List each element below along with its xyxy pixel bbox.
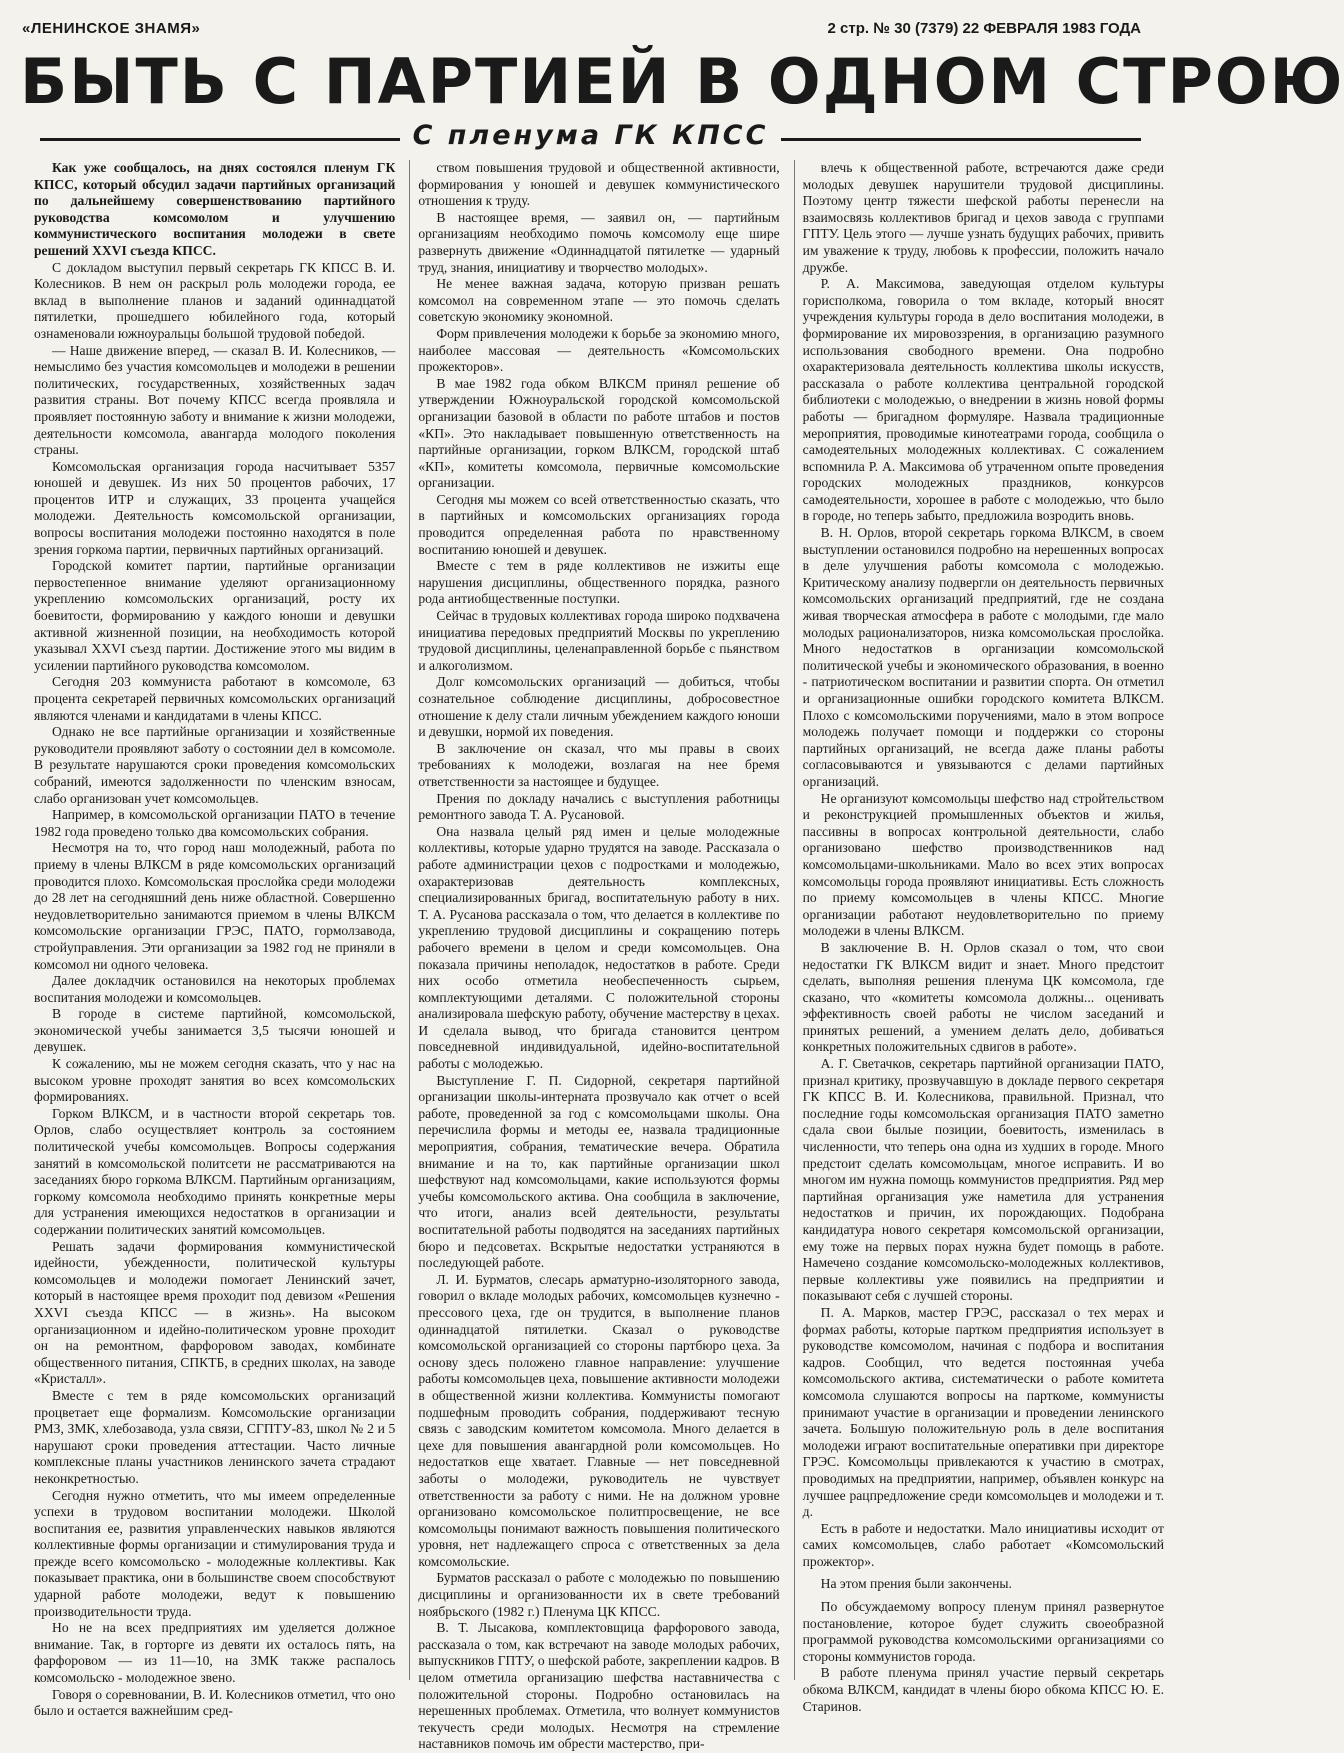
article-paragraph: Не менее важная задача, которую призван решать комсомол на современном этапе — это помочь сделать советскую экономику экономной. xyxy=(418,276,780,325)
article-paragraph: А. Г. Светачков, секретарь партийной организации ПАТО, признал критику, прозвучавшую в докладе первого секретаря ГК КПСС В. И. Колесникова, правильной. Признал, что последние годы комсомольская организация ПАТО заметно сдала свои былые позиции, боевитость, изменилась в численности, что теперь она одна из худших в городе. Много предстоит сделать комсомольцам, многое исправить. И во многом им нужна помощь коммунистов предприятия. Ряд мер партийная организация уже наметила для устранения недостатков и причин, их порождающих. Подобрана кандидатура нового секретаря комсомольской организации, ему тоже на первых порах нужна будет помощь в работе. Намечено создание комсомольско-молодежных коллективов, первые коллективы уже появились на предприятии и показывают себя с лучшей стороны. xyxy=(802,1056,1164,1304)
article-paragraph: Она назвала целый ряд имен и целые молодежные коллективы, которые ударно трудятся на заводе. Рассказала о работе администрации цехов с подростками и молодежью, охарактеризовав деятельность комплексных, специализированных бригад, воспитательную работу в них. Т. А. Русанова рассказала о том, что делается в коллективе по укреплению трудовой дисциплины и сокращению потерь рабочего времени в целом и среди комсомольцев. Она показала причины неполадок, недостатков в работе. Среди них особо отметила необеспеченность сырьем, комплектующими деталями. С положительной стороны анализировала шефскую работу, обучение мастерству в цехах. И сделала вывод, что бригада становится центром повседневной индивидуальной, идейно-воспитательной работы с молодежью. xyxy=(418,823,780,1072)
article-paragraph: Вместе с тем в ряде комсомольских организаций процветает еще формализм. Комсомольские организации РМЗ, ЗМК, хлебозавода, узла связи, СГПТУ-83, школ № 2 и 5 нарушают сроки проведения аттестации. Часто личные комплексные планы участников ленинского зачета страдают неконкретностью. xyxy=(34,1387,396,1486)
article-paragraph: Решать задачи формирования коммунистической идейности, убежденности, политической культуры комсомольцев и молодежи помогает Ленинский зачет, который в настоящее время проходит под девизом «Решения XXVI съезда КПСС — в жизнь». На высоком организационном и идейно-политическом уровне проходит он на ремонтном, фарфоровом заводах, комбинате общественного питания, СПКТБ, в средних школах, на заводе «Кристалл». xyxy=(34,1238,396,1387)
article-paragraph: В работе пленума принял участие первый секретарь обкома ВЛКСМ, кандидат в члены бюро обкома КПСС Ю. Е. Старинов. xyxy=(802,1665,1164,1714)
article-columns xyxy=(34,160,1164,1752)
article-paragraph: В настоящее время, — заявил он, — партийным организациям необходимо помочь комсомолу еще шире развернуть движение «Одиннадцатой пятилетке — ударный труд, знания, инициативу и творчество молодых». xyxy=(418,209,780,275)
article-paragraph: Форм привлечения молодежи к борьбе за экономию много, наиболее массовая — деятельность «Комсомольских прожекторов». xyxy=(418,325,780,375)
article-paragraph: В городе в системе партийной, комсомольской, экономической учебы занимается 3,5 тысячи юношей и девушек. xyxy=(34,1006,396,1055)
article-paragraph: Сегодня 203 коммуниста работают в комсомоле, 63 процента секретарей первичных комсомольских организаций являются членами и кандидатами в члены КПСС. xyxy=(34,674,396,723)
article-paragraph: Несмотря на то, что город наш молодежный, работа по приему в члены ВЛКСМ в ряде комсомольских организаций проводится плохо. Комсомольская прослойка среди молодежи до 28 лет на сегодняшний день ниже областной. Совершенно неудовлетворительно занимаются приемом в члены ВЛКСМ комсомольские организации ГРЭС, ПАТО, гормолзавода, стройуправления. Эти организации за 1982 год не приняли в комсомол ни одного человека. xyxy=(34,840,396,972)
article-column-2 xyxy=(409,160,780,1752)
article-paragraph: Сейчас в трудовых коллективах города широко подхвачена инициатива передовых предприятий Москвы по укреплению трудовой дисциплины, целенаправленной борьбе с пьянством и алкоголизмом. xyxy=(418,608,780,673)
article-headline: БЫТЬ С ПАРТИЕЙ В ОДНОМ СТРОЮ xyxy=(20,45,1344,118)
article-paragraph: Говоря о соревновании, В. И. Колесников отметил, что оно было и остается важнейшим сред- xyxy=(34,1686,396,1719)
article-paragraph: Р. А. Максимова, заведующая отделом культуры горисполкома, говорила о том вкладе, который вносят учреждения культуры города в дело воспитания молодежи, в формирование их мировоззрения, в организацию разумного использования свободного времени. Она подробно охарактеризовала деятельность коллектива школы искусств, рассказала о работе коллектива центральной городской библиотеки с молодежью, о внедрении в жизнь новой формы работы — бригадном формуляре. Назвала традиционные мероприятия, проводимые кинотеатрами города, сообщила о самодеятельных молодежных коллективах. С сожалением вспомнила Р. А. Максимова об утраченном опыте проведения городских молодежных праздников, конкурсов самодеятельности, хорошее в работе с молодежью, что было в городе, но теперь забыто, предложила возродить вновь. xyxy=(802,276,1164,524)
article-paragraph: Городской комитет партии, партийные организации первостепенное внимание уделяют организационному укреплению комсомольских организаций, росту их боевитости, формированию у каждого юноши и девушки активной жизненной позиции, на необходимость которой указывал XXVI съезд партии. Достижение этого мы видим в усилении партийного руководства комсомолом. xyxy=(34,558,396,673)
article-paragraph: Как уже сообщалось, на днях состоялся пленум ГК КПСС, который обсудил задачи партийных организаций по дальнейшему совершенствованию партийного руководства комсомолом и улучшению коммунистического воспитания молодежи в свете решений XXVI съезда КПСС. xyxy=(34,160,396,258)
article-paragraph: Комсомольская организация города насчитывает 5357 юношей и девушек. Из них 50 процентов рабочих, 17 процентов ИТР и служащих, 33 процента учащейся молодежи. Деятельность комсомольской организации, вопросы воспитания молодежи постоянно находятся в поле зрения горкома партии, первичных партийных организаций. xyxy=(34,458,396,557)
article-paragraph: Выступление Г. П. Сидорной, секретаря партийной организации школы-интерната прозвучало как отчет о всей работе, проведенной за год с комсомольцами школы. Она перечислила формы и методы ее, назвала традиционные мероприятия, собрания, тематические вечера. Обратила внимание и на то, как партийные организации школ шефствуют над комсомольцами, какие используются формы учебы комсомольского актива. Она сообщила в заключение, что итоги, анализ всей деятельности, результаты воспитательной работы подводятся на заседаниях партийных бюро и педсоветах. Вскрытые недостатки устраняются в последующей работе. xyxy=(418,1072,780,1271)
issue-info: 2 стр. № 30 (7379) 22 ФЕВРАЛЯ 1983 ГОДА xyxy=(827,20,1141,37)
article-paragraph: По обсуждаемому вопросу пленум принял развернутое постановление, которое будет служить своеобразной программой руководства комсомольскими организациями со стороны коммунистов города. xyxy=(802,1599,1164,1664)
article-paragraph: Сегодня мы можем со всей ответственностью сказать, что в партийных и комсомольских организациях города проводится определенная работа по нравственному воспитанию юношей и девушек. xyxy=(418,491,780,557)
article-paragraph: В. Т. Лысакова, комплектовщица фарфорового завода, рассказала о том, как встречают на заводе молодых рабочих, выпускников ГПТУ, о шефской работе, закреплении кадров. В целом отметила организацию шефства наставничества с положительной стороны. Подробно остановилась на нерешенных проблемах. Отметила, что волнует коммунистов текучесть среди молодых. Несмотря на стремление наставников помочь им обрести мастерство, при- xyxy=(418,1620,780,1752)
article-paragraph: Например, в комсомольской организации ПАТО в течение 1982 года проведено только два комсомольских собрания. xyxy=(34,807,396,839)
article-subheadline: С пленума ГК КПСС xyxy=(412,120,769,151)
article-paragraph: В. Н. Орлов, второй секретарь горкома ВЛКСМ, в своем выступлении остановился подробно на нерешенных вопросах в деле улучшения работы комсомола с молодежью. Критическому анализу подвергли он деятельность первичных комсомольских организаций предприятий, где не создана живая творческая атмосфера в работе с молодыми, где мало молодых рационализаторов, низка комсомольская прослойка. Много недостатков в организации комсомольской политической учебы и экономического образования, в военно - патриотическом воспитании и развитии спорта. Он отметил и организационные ошибки городского комитета ВЛКСМ. Плохо с комсомольскими поручениями, мало в этом вопросе молодежь получает помощи и поддержки со стороны партийных организаций, не всегда даже планы работы согласовываются и увязываются с делами партийных организаций. xyxy=(802,525,1164,789)
article-paragraph: С докладом выступил первый секретарь ГК КПСС В. И. Колесников. В нем он раскрыл роль молодежи города, ее вклад в выполнение планов и заданий одиннадцатой пятилетки, прошедшего юбилейного года, который ознаменовали южноуральцы большой трудовой победой. xyxy=(34,259,396,341)
article-paragraph: Сегодня нужно отметить, что мы имеем определенные успехи в трудовом воспитании молодежи. Школой воспитания ее, развития управленческих навыков являются коллективные формы организации и стимулирования труда и прежде всего комсомольско - молодежные коллективы. Как показывает практика, они в большинстве своем способствуют ударной работе молодежи, ведут к повышению производительности труда. xyxy=(34,1487,396,1619)
article-paragraph: — Наше движение вперед, — сказал В. И. Колесников, — немыслимо без участия комсомольцев и молодежи в решении политических, государственных, хозяйственных задач развития страны. Вот почему КПСС всегда проявляла и проявляет постоянную заботу и внимание к жизни молодежи, деятельности комсомола, авангарда молодого поколения страны. xyxy=(34,342,396,458)
article-paragraph: В заключение он сказал, что мы правы в своих требованиях к молодежи, возлагая на нее бремя ответственности за настоящее и будущее. xyxy=(418,740,780,789)
article-paragraph: Горком ВЛКСМ, и в частности второй секретарь тов. Орлов, слабо осуществляет контроль за состоянием политической учебы комсомольцев. Вопросы содержания занятий в комсомольской политсети не рассматриваются на заседаниях бюро горкома ВЛКСМ. Партийным организациям, горкому комсомола необходимо принять конкретные меры для устранения имеющихся недостатков в организации и содержании политических занятий комсомольцев. xyxy=(34,1105,396,1237)
newspaper-name: «ЛЕНИНСКОЕ ЗНАМЯ» xyxy=(22,20,201,37)
article-paragraph: Не организуют комсомольцы шефство над стройтельством и реконструкцией промышленных объектов и жилья, пассивны в вопросах контрольной деятельности, слабо организовано шефство производственников над комсомольцами-школьниками. Мало во всех этих вопросах комсомольцы города проявляют инициативы. Есть сложность по приему комсомольцев в члены КПСС. Многие организации работают неудовлетворительно по приему молодежи в члены ВЛКСМ. xyxy=(802,790,1164,939)
article-paragraph: В заключение В. Н. Орлов сказал о том, что свои недостатки ГК ВЛКСМ видит и знает. Много предстоит сделать, выполняя решения пленума ЦК комсомола, где сказано, что «комитеты комсомола должны... оценивать эффективность своей работы не числом заседаний и принятых решений, а умением делать дело, добиваться конкретных положительных сдвигов в работе». xyxy=(802,939,1164,1055)
article-paragraph: П. А. Марков, мастер ГРЭС, рассказал о тех мерах и формах работы, которые партком предприятия использует в руководстве комсомолом, начиная с подбора и воспитания кадров. Сообщил, что ведется постоянная учеба комсомольского актива, систематически о работе комитета комсомола слушаются вопросы на парткоме, коммунисты принимают участие в организации и проведении ленинского зачета. Большую положительную роль в деле воспитания молодежи играют воспитательные оперативки при директоре ГРЭС. Комсомольцы привлекаются к участию в смотрах, проводимых на предприятии, например, объявлен конкурс на лучшее рацпредложение среди комсомольцев и молодежи и т. д. xyxy=(802,1304,1164,1520)
article-paragraph: На этом прения были закончены. xyxy=(820,1576,1012,1592)
newspaper-header xyxy=(22,20,1141,42)
article-paragraph: Долг комсомольских организаций — добиться, чтобы сознательное соблюдение дисциплины, добросовестное отношение к делу стали личным убеждением каждого юноши и девушки, нормой их поведения. xyxy=(418,674,780,740)
article-column-3 xyxy=(794,160,1164,1714)
article-paragraph: влечь к общественной работе, встречаются даже среди молодых девушек нарушители трудовой дисциплины. Поэтому центр тяжести шефской работы перенесли на взаимосвязь коллективов бригад и цехов завода с группами ГПТУ. Цель этого — лучше узнать будущих рабочих, привить им уважение к труду, любовь к профессии, положить начало дружбе. xyxy=(802,160,1164,275)
article-paragraph: Вместе с тем в ряде коллективов не изжиты еще нарушения дисциплины, общественного порядка, разного рода антиобщественные поступки. xyxy=(418,558,780,607)
article-paragraph: Далее докладчик остановился на некоторых проблемах воспитания молодежи и комсомольцев. xyxy=(34,973,396,1005)
article-paragraph: Прения по докладу начались с выступления работницы ремонтного завода Т. А. Русановой. xyxy=(418,790,780,823)
article-paragraph: Но не на всех предприятиях им уделяется должное внимание. Так, в горторге из девяти их осталось пять, на фарфоровом — из 11—10, на ЗМК также распалось комсомольско - молодежное звено. xyxy=(34,1620,396,1686)
article-paragraph: В мае 1982 года обком ВЛКСМ принял решение об утверждении Южноуральской городской комсомольской организации базовой в области по работе штабов и постов «КП». Это накладывает повышенную ответственность на партийные организации, горком ВЛКСМ, городской штаб «КП», комитеты комсомола, первичные комсомольские организации. xyxy=(418,375,780,491)
article-paragraph: Есть в работе и недостатки. Мало инициативы исходит от самих комсомольцев, слабо работает «Комсомольский прожектор». xyxy=(802,1520,1164,1569)
article-paragraph: Однако не все партийные организации и хозяйственные руководители проявляют заботу о состоянии дел в комсомоле. В результате нарушаются сроки проведения комсомольских собраний, имеются задолженности по членским взносам, слабо организован учет комсомольцев. xyxy=(34,724,396,806)
article-paragraph: Л. И. Бурматов, слесарь арматурно-изоляторного завода, говорил о вкладе молодых рабочих, комсомольцев кузнечно - прессового цеха, где он трудится, в выполнение планов одиннадцатой пятилетки. Сказал о руководстве комсомольской организацией со стороны партбюро цеха. За основу здесь положено главное направление: улучшение работы комсомольцев цеха, повышение активности молодежи в общественной жизни коллектива. Коммунисты помогают подшефным проводить собрания, поддерживают тесную связь с заводским комитетом комсомола. Много делается в цехе для повышения авангардной роли комсомольцев. Но недостатков еще хватает. Главные — нет повседневной заботы о молодежи, руководитель не чувствует ответственности за работу с ними. Не на должном уровне организовано комсомольское политпросвещение, не все комсомольцы понимают важность повышения политического уровня, нет надлежащего спроса с ответственных за дела комсомольские. xyxy=(418,1271,780,1569)
article-column-1 xyxy=(34,160,396,1719)
article-paragraph: К сожалению, мы не можем сегодня сказать, что у нас на высоком уровне проходят занятия во всех комсомольских формированиях. xyxy=(34,1056,396,1105)
article-paragraph: Бурматов рассказал о работе с молодежью по повышению дисциплины и организованности их в свете требований ноябрьского (1982 г.) Пленума ЦК КПСС. xyxy=(418,1570,780,1619)
article-paragraph: ством повышения трудовой и общественной активности, формирования у юношей и девушек коммунистического отношения к труду. xyxy=(418,160,780,209)
